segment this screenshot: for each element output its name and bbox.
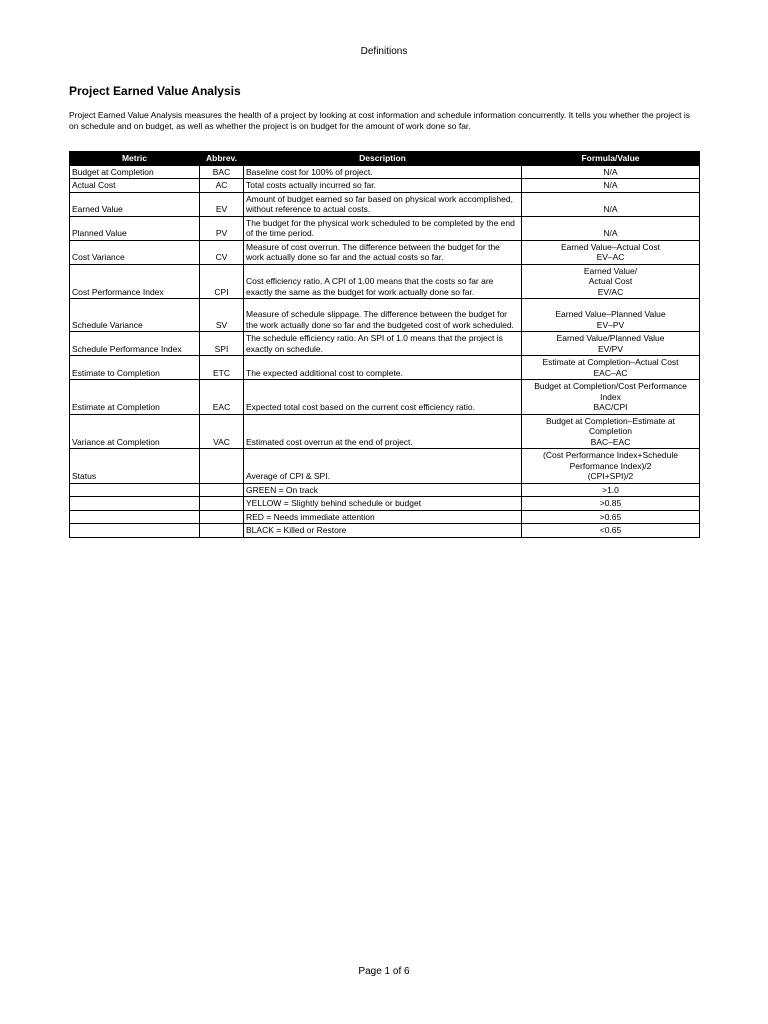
cell-description: The schedule efficiency ratio. An SPI of 1.0 means that the project is exactly on schedule. [244,332,522,356]
cell-description: Baseline cost for 100% of project. [244,165,522,179]
cell-metric [70,524,200,538]
cell-description: Amount of budget earned so far based on physical work accomplished, without reference to actual costs. [244,192,522,216]
table-row [70,264,700,299]
cell-metric: Cost Performance Index [70,264,200,299]
cell-formula: N/A [522,192,700,216]
table-body [70,165,700,537]
cell-abbrev: CPI [200,264,244,299]
cell-formula: >1.0 [522,483,700,497]
cell-metric: Budget at Completion [70,165,200,179]
document-title: Project Earned Value Analysis [69,84,241,98]
cell-formula: Earned Value–Planned Value EV–PV [522,299,700,332]
cell-formula: Earned Value/Planned Value EV/PV [522,332,700,356]
cell-description: Measure of cost overrun. The difference between the budget for the work actually done so far and the actual costs so far. [244,240,522,264]
table-row [70,179,700,193]
table-row [70,332,700,356]
cell-metric: Actual Cost [70,179,200,193]
cell-abbrev [200,449,244,484]
cell-abbrev: CV [200,240,244,264]
cell-description: The expected additional cost to complete. [244,356,522,380]
cell-description: BLACK = Killed or Restore [244,524,522,538]
earned-value-table [69,151,700,538]
cell-metric: Planned Value [70,216,200,240]
table-row [70,449,700,484]
table-row [70,497,700,511]
cell-metric: Cost Variance [70,240,200,264]
cell-abbrev: ETC [200,356,244,380]
header-metric: Metric [70,152,200,166]
cell-description: RED = Needs immediate attention [244,510,522,524]
table-row [70,192,700,216]
cell-formula: Earned Value/ Actual Cost EV/AC [522,264,700,299]
table-row [70,510,700,524]
header-formula: Formula/Value [522,152,700,166]
cell-metric [70,510,200,524]
cell-abbrev: PV [200,216,244,240]
table-row [70,165,700,179]
cell-description: The budget for the physical work scheduled to be completed by the end of the time period. [244,216,522,240]
cell-abbrev: SPI [200,332,244,356]
cell-formula: >0.65 [522,510,700,524]
cell-metric: Status [70,449,200,484]
cell-metric: Schedule Performance Index [70,332,200,356]
cell-formula: <0.65 [522,524,700,538]
cell-formula: N/A [522,216,700,240]
cell-abbrev: VAC [200,414,244,449]
table-row [70,356,700,380]
page-number: Page 1 of 6 [358,966,410,977]
cell-metric: Earned Value [70,192,200,216]
cell-formula: Budget at Completion/Cost Performance Index BAC/CPI [522,380,700,415]
table-row [70,380,700,415]
page-header: Definitions [360,46,408,57]
cell-formula: (Cost Performance Index+Schedule Performance Index)/2 (CPI+SPI)/2 [522,449,700,484]
cell-abbrev [200,510,244,524]
cell-formula: Budget at Completion–Estimate at Completion BAC–EAC [522,414,700,449]
cell-description: Estimated cost overrun at the end of project. [244,414,522,449]
cell-description: YELLOW = Slightly behind schedule or budget [244,497,522,511]
table-row [70,524,700,538]
table-row [70,483,700,497]
cell-formula: Earned Value–Actual Cost EV–AC [522,240,700,264]
cell-abbrev: EV [200,192,244,216]
cell-description: Total costs actually incurred so far. [244,179,522,193]
table-row [70,240,700,264]
table-row [70,414,700,449]
cell-description: Average of CPI & SPI. [244,449,522,484]
cell-formula: N/A [522,165,700,179]
cell-abbrev [200,483,244,497]
cell-abbrev: EAC [200,380,244,415]
cell-description: Measure of schedule slippage. The difference between the budget for the work actually done so far and the budgeted cost of work scheduled. [244,299,522,332]
cell-metric: Variance at Completion [70,414,200,449]
cell-metric: Estimate to Completion [70,356,200,380]
table-header-row [70,152,700,166]
cell-abbrev: AC [200,179,244,193]
cell-abbrev: SV [200,299,244,332]
cell-metric: Schedule Variance [70,299,200,332]
cell-formula: Estimate at Completion–Actual Cost EAC–AC [522,356,700,380]
cell-metric: Estimate at Completion [70,380,200,415]
intro-paragraph: Project Earned Value Analysis measures the health of a project by looking at cost information and schedule information concurrently. It tells you whether the project is on schedule and on budget, as well as whether the project is on budget for the amount of work done so far. [69,110,690,131]
cell-metric [70,497,200,511]
table-row [70,216,700,240]
cell-formula: N/A [522,179,700,193]
cell-description: Expected total cost based on the current cost efficiency ratio. [244,380,522,415]
cell-abbrev: BAC [200,165,244,179]
header-description: Description [244,152,522,166]
cell-description: Cost efficiency ratio. A CPI of 1.00 means that the costs so far are exactly the same as the budget for work actually done so far. [244,264,522,299]
cell-formula: >0.85 [522,497,700,511]
cell-abbrev [200,497,244,511]
cell-metric [70,483,200,497]
cell-abbrev [200,524,244,538]
header-abbrev: Abbrev. [200,152,244,166]
table-row [70,299,700,332]
cell-description: GREEN = On track [244,483,522,497]
